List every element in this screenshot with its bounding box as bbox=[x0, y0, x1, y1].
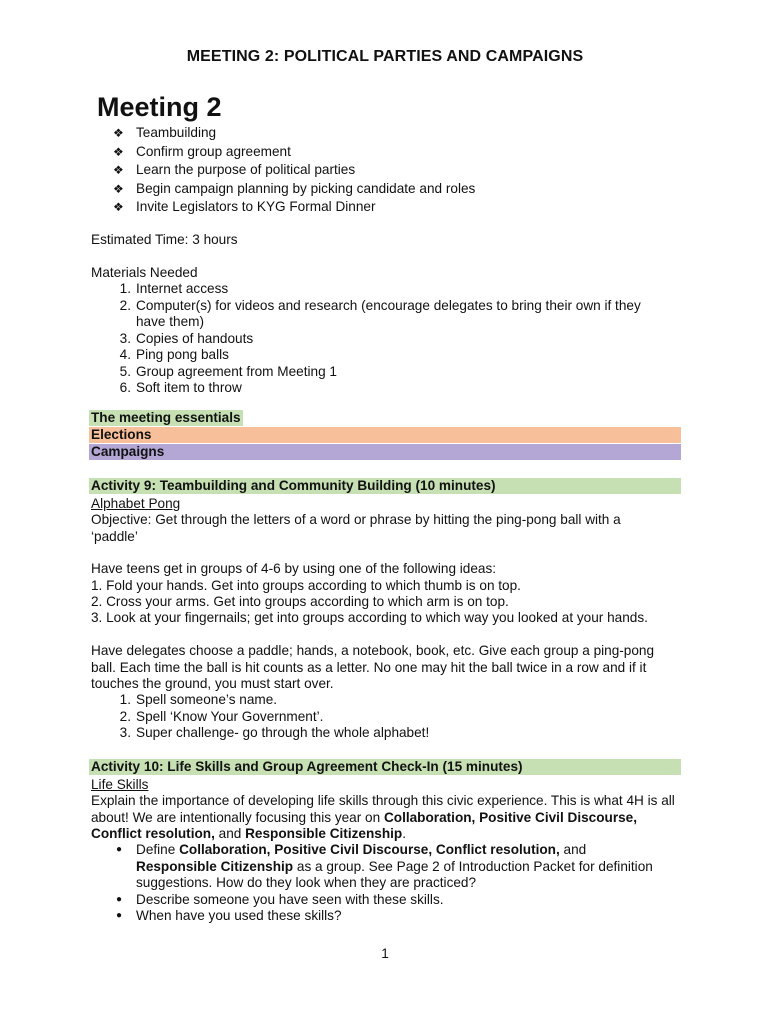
activity-9-group-3: 3. Look at your fingernails; get into groups according to which way you looked at your hands. bbox=[91, 610, 648, 625]
activity-10-subtitle: Life Skills bbox=[91, 777, 149, 792]
materials-list bbox=[111, 281, 671, 397]
activity-9-instructions: Have delegates choose a paddle; hands, a notebook, book, etc. Give each group a ping-pong ball. Each time the ball is hit counts as a letter. No one may hit the ball twice in a row and if it touches the ground, you must start over. bbox=[91, 643, 655, 691]
diamond-bullet-icon: ❖ bbox=[113, 181, 124, 196]
list-item: ● Define Collaboration, Positive Civil Discourse, Conflict resolution, and Responsible Citizenship as a group. See Page 2 of Introduction Packet for definition suggestions. How do they look when they are practiced? bbox=[116, 842, 653, 890]
activity-9-title: Activity 9: Teambuilding and Community Building (10 minutes) bbox=[89, 478, 681, 494]
meeting-goals-list bbox=[113, 124, 475, 217]
list-item: 3. Super challenge- go through the whole alphabet! bbox=[119, 725, 430, 740]
list-item: 6. Soft item to throw bbox=[119, 380, 242, 395]
activity-10-title: Activity 10: Life Skills and Group Agreement Check-In (15 minutes) bbox=[89, 759, 681, 775]
activity-9-groups-intro: Have teens get in groups of 4-6 by using one of the following ideas: bbox=[91, 561, 497, 576]
activity-9-challenges bbox=[111, 692, 671, 742]
list-item: ❖ Begin campaign planning by picking candidate and roles bbox=[113, 180, 475, 199]
list-item: 1. Internet access bbox=[119, 281, 229, 296]
section-band-essentials: The meeting essentials bbox=[89, 410, 243, 426]
page-header-title: MEETING 2: POLITICAL PARTIES AND CAMPAIGNS bbox=[186, 48, 584, 65]
diamond-bullet-icon: ❖ bbox=[113, 163, 124, 178]
list-item: 2. Spell ‘Know Your Government’. bbox=[119, 708, 324, 724]
list-item: ❖ Learn the purpose of political parties bbox=[113, 161, 475, 180]
list-item: 1. Spell someone’s name. bbox=[119, 692, 278, 707]
estimated-time: Estimated Time: 3 hours bbox=[91, 232, 238, 247]
activity-10-paragraph: Explain the importance of developing life skills through this civic experience. This is what 4H is all about! We are intentionally focusing this year on Collaboration, Positive Civil Discourse, Conflict resolution, and Responsible Citizenship. bbox=[91, 793, 675, 841]
activity-9-objective: Objective: Get through the letters of a word or phrase by hitting the ping-pong ball with a ‘paddle’ bbox=[91, 512, 621, 544]
list-item: 3. Copies of handouts bbox=[119, 330, 254, 346]
section-band-campaigns: Campaigns bbox=[89, 444, 681, 460]
activity-9-group-2: 2. Cross your arms. Get into groups according to which arm is on top. bbox=[91, 594, 509, 609]
bullet-dot-icon: ● bbox=[116, 844, 123, 855]
bullet-dot-icon: ● bbox=[116, 893, 123, 905]
activity-9-subtitle: Alphabet Pong bbox=[91, 496, 181, 511]
list-item: ❖ Teambuilding bbox=[113, 124, 475, 143]
list-item: ● Describe someone you have seen with these skills. bbox=[116, 891, 444, 907]
bullet-dot-icon: ● bbox=[116, 910, 123, 921]
diamond-bullet-icon: ❖ bbox=[113, 200, 124, 215]
list-item: 4. Ping pong balls bbox=[119, 347, 229, 362]
list-item: ❖ Invite Legislators to KYG Formal Dinner bbox=[113, 198, 475, 217]
list-item: 5. Group agreement from Meeting 1 bbox=[119, 363, 337, 379]
diamond-bullet-icon: ❖ bbox=[113, 144, 124, 159]
page-number: 1 bbox=[381, 946, 389, 961]
section-band-elections: Elections bbox=[89, 427, 681, 443]
meeting-heading: Meeting 2 bbox=[97, 92, 222, 122]
diamond-bullet-icon: ❖ bbox=[113, 126, 124, 140]
list-item: ❖ Confirm group agreement bbox=[113, 143, 475, 162]
materials-heading: Materials Needed bbox=[91, 265, 198, 280]
list-item: 2. Computer(s) for videos and research (encourage delegates to bring their own if they have them) bbox=[119, 297, 641, 329]
list-item: ● When have you used these skills? bbox=[116, 908, 342, 923]
activity-10-bullets bbox=[89, 842, 669, 925]
activity-9-group-1: 1. Fold your hands. Get into groups according to which thumb is on top. bbox=[91, 578, 521, 593]
